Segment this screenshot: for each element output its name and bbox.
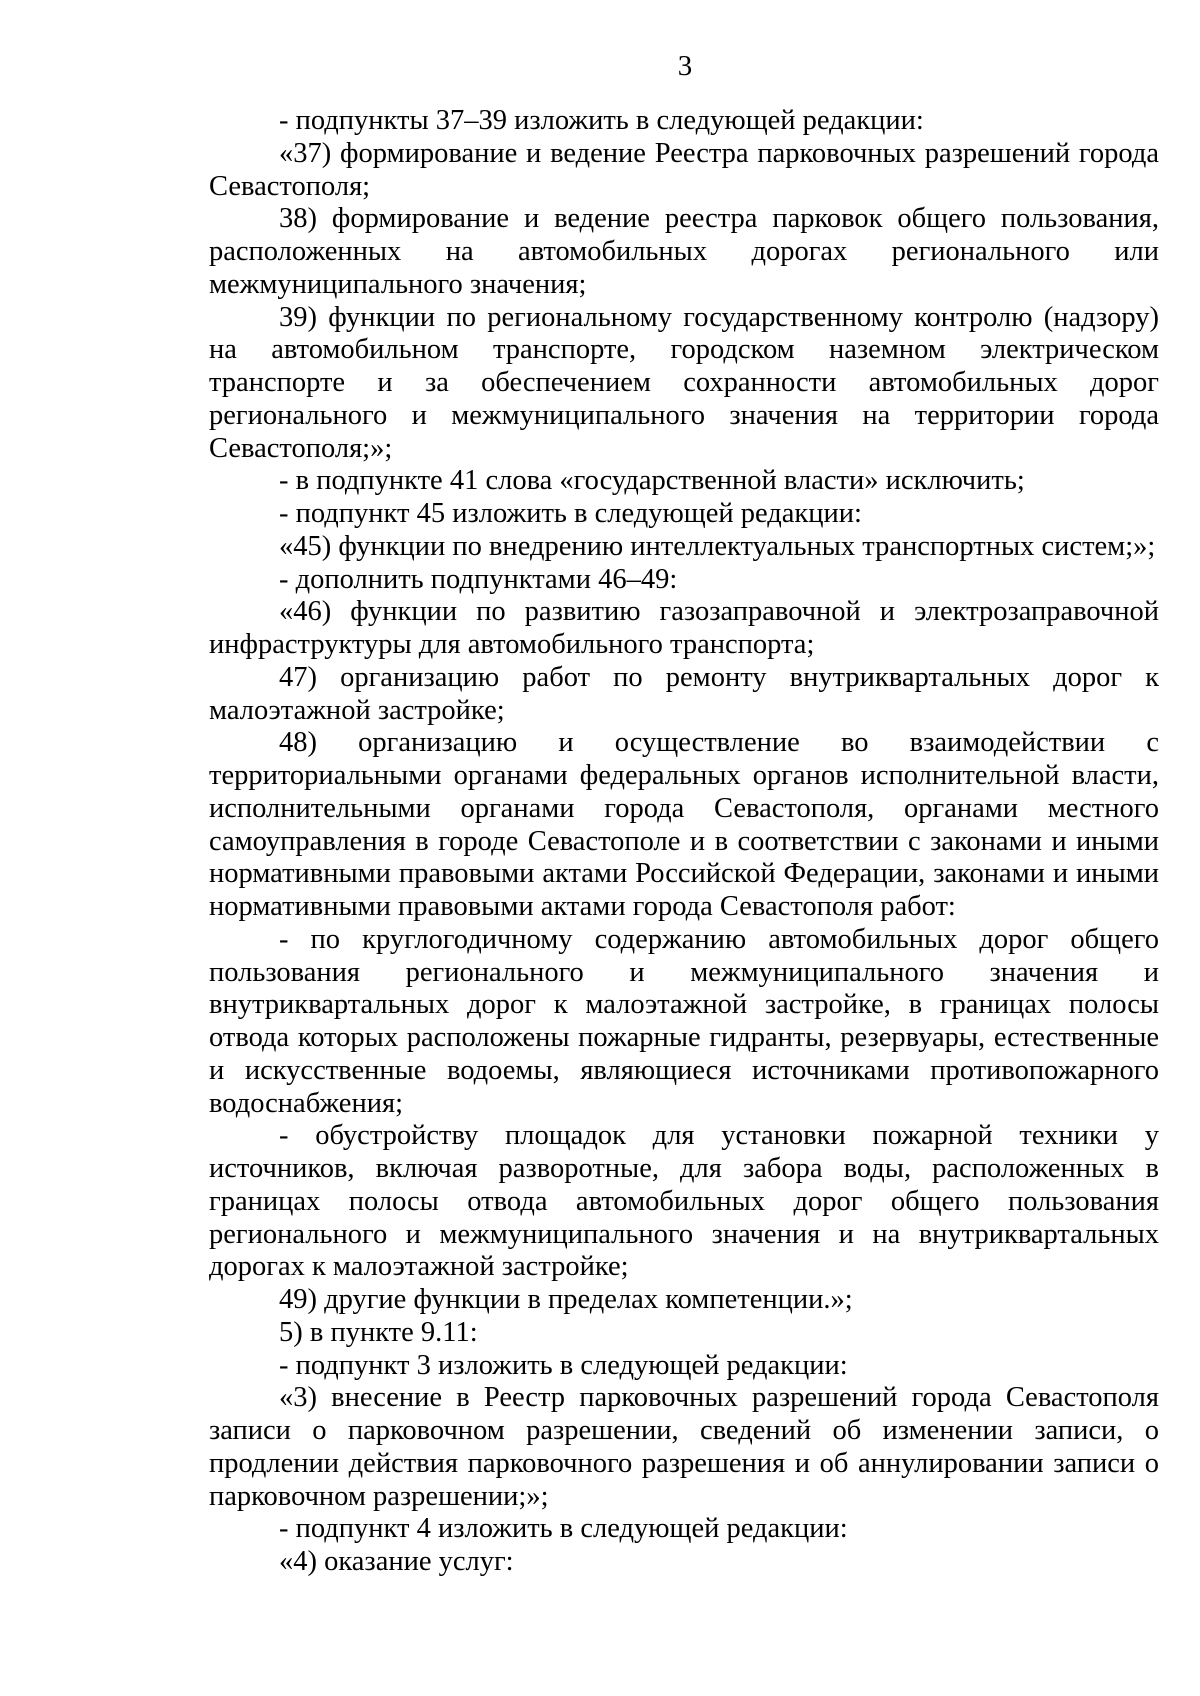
- paragraph: - подпункт 4 изложить в следующей редакции:: [279, 1513, 848, 1545]
- document-body: [209, 105, 1159, 1579]
- paragraph: «45) функции по внедрению интеллектуальных транспортных систем;»;: [279, 530, 1156, 562]
- page-number: 3: [677, 50, 693, 82]
- paragraph: - подпункты 37–39 изложить в следующей редакции:: [279, 105, 924, 136]
- paragraph: - дополнить подпунктами 46–49:: [279, 563, 678, 595]
- paragraph: 5) в пункте 9.11:: [279, 1316, 478, 1348]
- paragraph: 48) организацию и осуществление во взаимодействии с территориальными органами федеральных органов исполнительной власти, исполнительными органами города Севастополя, органами местного самоуправления в городе Севастополе и в соответствии с законами и иными нормативными правовыми актами Российской Федерации, законами и иными нормативными правовыми актами города Севастополя работ:: [209, 727, 1159, 922]
- paragraph: «4) оказание услуг:: [279, 1546, 514, 1577]
- paragraph: - в подпункте 41 слова «государственной власти» исключить;: [279, 465, 1025, 497]
- paragraph: «37) формирование и ведение Реестра парковочных разрешений города Севастополя;: [209, 137, 1159, 202]
- paragraph: 38) формирование и ведение реестра парковок общего пользования, расположенных на автомобильных дорогах регионального или межмуниципального значения;: [209, 203, 1159, 300]
- paragraph: «46) функции по развитию газозаправочной и электрозаправочной инфраструктуры для автомобильного транспорта;: [209, 596, 1159, 660]
- paragraph: - по круглогодичному содержанию автомобильных дорог общего пользования регионального и межмуниципального значения и внутриквартальных дорог к малоэтажной застройке, в границах полосы отвода которых расположены пожарные гидранты, резервуары, естественные и искусственные водоемы, являющиеся источниками противопожарного водоснабжения;: [209, 923, 1159, 1119]
- paragraph: 47) организацию работ по ремонту внутриквартальных дорог к малоэтажной застройке;: [209, 661, 1159, 726]
- paragraph: - подпункт 45 изложить в следующей редакции:: [279, 498, 862, 529]
- paragraph: 39) функции по региональному государственному контролю (надзору) на автомобильном транспорте, городском наземном электрическом транспорте и за обеспечением сохранности автомобильных дорог регионального и межмуниципального значения на территории города Севастополя;»;: [209, 301, 1159, 464]
- paragraph: - подпункт 3 изложить в следующей редакции:: [279, 1349, 848, 1381]
- paragraph: - обустройству площадок для установки пожарной техники у источников, включая разворотные, для забора воды, расположенных в границах полосы отвода автомобильных дорог общего пользования регионального и межмуниципального значения и на внутриквартальных дорогах к малоэтажной застройке;: [209, 1120, 1159, 1283]
- paragraph: 49) другие функции в пределах компетенции.»;: [279, 1284, 853, 1315]
- paragraph: «3) внесение в Реестр парковочных разрешений города Севастополя записи о парковочном разрешении, сведений об изменении записи, о продлении действия парковочного разрешения и об аннулировании записи о парковочном разрешении;»;: [209, 1382, 1159, 1512]
